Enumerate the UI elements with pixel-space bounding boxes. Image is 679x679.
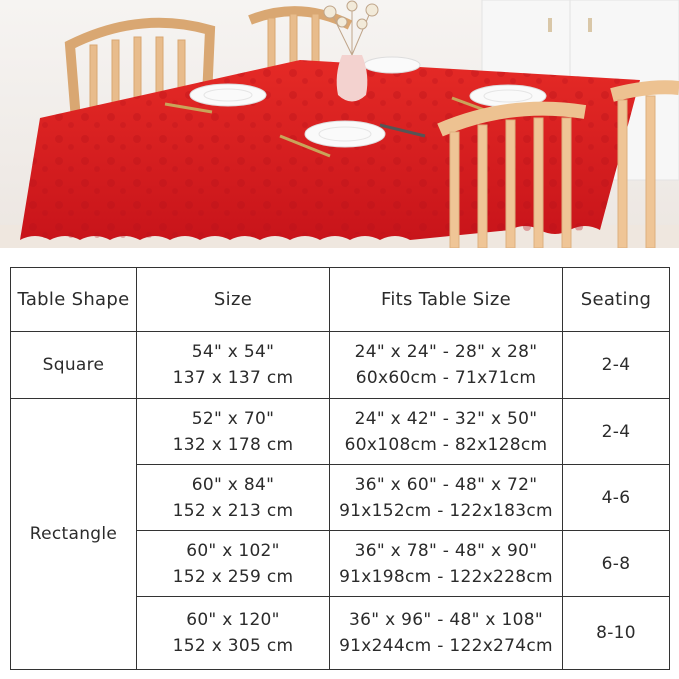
seating-cell: 2-4: [563, 332, 670, 399]
fits-inches: 36" x 78" - 48" x 90": [354, 540, 538, 561]
fits-cell: [330, 531, 563, 597]
size-inches: 60" x 120": [186, 610, 280, 630]
seating-cell: 8-10: [563, 597, 670, 670]
fits-cell: [330, 332, 563, 399]
size-cm: 152 x 213 cm: [172, 500, 294, 521]
size-cell: [137, 465, 330, 531]
size-inches: 52" x 70": [191, 408, 275, 429]
size-cm: 152 x 305 cm: [172, 636, 294, 656]
size-cm: 137 x 137 cm: [172, 368, 294, 388]
size-chart: [10, 267, 669, 669]
size-cell: [137, 332, 330, 399]
size-cm: 132 x 178 cm: [172, 434, 294, 455]
fits-cell: [330, 465, 563, 531]
shape-cell: Square: [11, 332, 137, 399]
size-cell: [137, 597, 330, 670]
fits-cm: 60x108cm - 82x128cm: [344, 434, 548, 455]
seating-cell: 2-4: [563, 399, 670, 465]
header-row: [11, 268, 670, 332]
fits-cell: [330, 597, 563, 670]
size-cell: [137, 531, 330, 597]
table-row: [11, 332, 670, 399]
seating-cell: 4-6: [563, 465, 670, 531]
size-inches: 60" x 102": [186, 540, 280, 561]
size-inches: 60" x 84": [191, 474, 275, 495]
size-cm: 152 x 259 cm: [172, 566, 294, 587]
fits-inches: 36" x 96" - 48" x 108": [349, 610, 543, 630]
seating-cell: 6-8: [563, 531, 670, 597]
fits-cm: 91x152cm - 122x183cm: [339, 500, 553, 521]
fits-cell: [330, 399, 563, 465]
product-photo: [0, 0, 679, 248]
table-row: [11, 399, 670, 465]
fits-cm: 91x244cm - 122x274cm: [339, 636, 553, 656]
size-inches: 54" x 54": [191, 342, 275, 362]
fits-cm: 60x60cm - 71x71cm: [355, 368, 537, 388]
header-fits-table-size: Fits Table Size: [330, 268, 563, 332]
fits-cm: 91x198cm - 122x228cm: [339, 566, 553, 587]
fits-inches: 24" x 24" - 28" x 28": [354, 342, 538, 362]
fits-inches: 24" x 42" - 32" x 50": [354, 408, 538, 429]
header-table-shape: Table Shape: [11, 268, 137, 332]
header-size: Size: [137, 268, 330, 332]
fits-inches: 36" x 60" - 48" x 72": [354, 474, 538, 495]
header-seating: Seating: [563, 268, 670, 332]
size-chart-table: [10, 267, 670, 670]
shape-cell: Rectangle: [11, 399, 137, 670]
tablecloth-scene-illustration: [0, 0, 679, 248]
size-cell: [137, 399, 330, 465]
